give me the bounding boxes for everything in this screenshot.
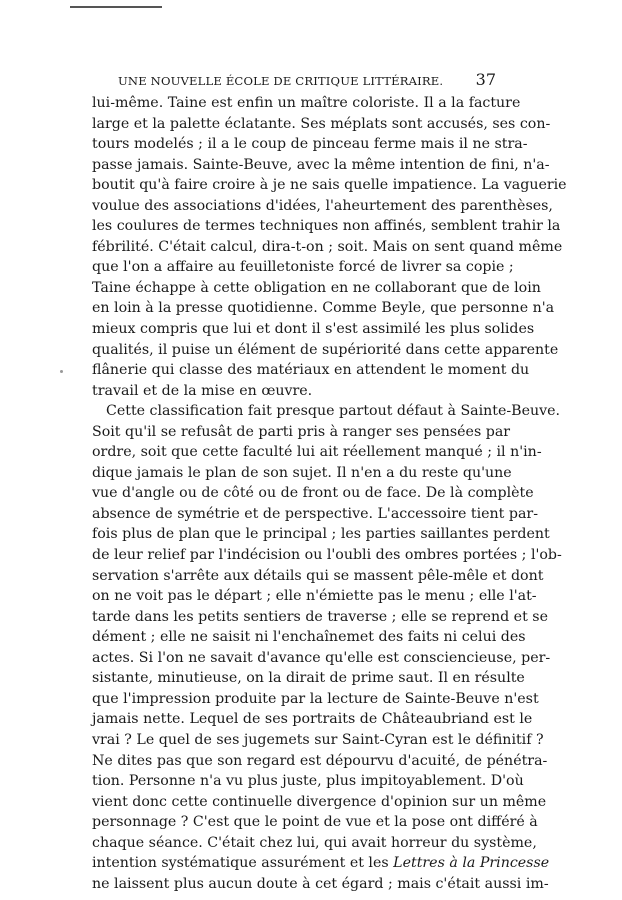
text-line: boutit qu'à faire croire à je ne sais quelle impatience. La vaguerie: [92, 177, 567, 194]
text-line: qualités, il puise un élément de supériorité dans cette apparente: [92, 341, 559, 358]
text-line: servation s'arrête aux détails qui se massent pêle-mêle et dont: [92, 567, 544, 584]
text-line: tarde dans les petits sentiers de traverse ; elle se reprend et se: [92, 608, 548, 625]
text-line: on ne voit pas le départ ; elle n'émiette pas le menu ; elle l'at-: [92, 588, 537, 605]
page-number: 37: [475, 70, 496, 89]
text-line: mieux compris que lui et dont il s'est assimilé les plus solides: [92, 321, 535, 338]
text-line: Taine échappe à cette obligation en ne collaborant que de loin: [92, 279, 541, 296]
text-line: actes. Si l'on ne savait d'avance qu'elle est consciencieuse, per-: [92, 649, 551, 666]
text-line: vue d'angle ou de côté ou de front ou de face. De là complète: [92, 485, 534, 502]
italic-book-title: Lettres à la Princesse: [393, 855, 550, 872]
text-line: chaque séance. C'était chez lui, qui avait horreur du système,: [92, 834, 537, 851]
text-line: tours modelés ; il a le coup de pinceau ferme mais il ne stra-: [92, 136, 528, 153]
text-line: passe jamais. Sainte-Beuve, avec la même intention de fini, n'a-: [92, 156, 550, 173]
text-line: travail et de la mise en œuvre.: [92, 382, 313, 399]
text-line: lui-même. Taine est enfin un maître coloriste. Il a la facture: [92, 95, 521, 111]
text-line: de leur relief par l'indécision ou l'oubli des ombres portées ; l'ob-: [92, 547, 562, 564]
text-line: Soit qu'il se refusât de parti pris à ranger ses pensées par: [92, 423, 511, 440]
text-line: fébrilité. C'était calcul, dira-t-on ; soit. Mais on sent quand même: [92, 238, 563, 255]
text-line: Ne dites pas que son regard est dépourvu d'acuité, de pénétra-: [92, 752, 548, 769]
body-text: [92, 93, 567, 894]
text-line: que l'on a affaire au feuilletoniste forcé de livrer sa copie ;: [92, 259, 514, 276]
text-line: personnage ? C'est que le point de vue et la pose ont différé à: [92, 814, 538, 831]
text-line: large et la palette éclatante. Ses méplats sont accusés, ses con-: [92, 115, 551, 132]
running-head: UNE NOUVELLE ÉCOLE DE CRITIQUE LITTÉRAIRE.: [118, 74, 444, 88]
margin-speck: [60, 370, 63, 373]
text-line: en loin à la presse quotidienne. Comme Beyle, que personne n'a: [92, 300, 555, 317]
text-line: sistante, minutieuse, on la dirait de prime saut. Il en résulte: [92, 670, 525, 687]
text-line: dément ; elle ne saisit ni l'enchaînemet des faits ni celui des: [92, 629, 526, 646]
text-line: jamais nette. Lequel de ses portraits de Châteaubriand est le: [92, 711, 533, 728]
text-line: les coulures de termes techniques non affinés, semblent trahir la: [92, 218, 561, 235]
text-line: ordre, soit que cette faculté lui ait réellement manqué ; il n'in-: [92, 444, 542, 461]
text-line: vrai ? Le quel de ses jugemets sur Saint-Cyran est le définitif ?: [92, 731, 544, 748]
text-line: absence de symétrie et de perspective. L'accessoire tient par-: [92, 505, 538, 522]
text-line-with-title: [92, 853, 550, 874]
text-line: Cette classification fait presque partout défaut à Sainte-Beuve.: [106, 403, 561, 420]
text-fragment: intention systématique assurément et les: [92, 855, 389, 872]
text-line: ne laissent plus aucun doute à cet égard ; mais c'était aussi im-: [92, 875, 549, 892]
text-line: tion. Personne n'a vu plus juste, plus impitoyablement. D'où: [92, 773, 524, 790]
text-line: dique jamais le plan de son sujet. Il n'en a du reste qu'une: [92, 464, 512, 481]
top-edge-rule: [70, 6, 162, 8]
text-line: fois plus de plan que le principal ; les parties saillantes perdent: [92, 526, 550, 543]
text-line: flânerie qui classe des matériaux en attendent le moment du: [92, 362, 530, 379]
text-line: que l'impression produite par la lecture de Sainte-Beuve n'est: [92, 690, 539, 707]
text-line: voulue des associations d'idées, l'aheurtement des parenthèses,: [92, 197, 553, 214]
text-line: vient donc cette continuelle divergence d'opinion sur un même: [92, 793, 547, 810]
